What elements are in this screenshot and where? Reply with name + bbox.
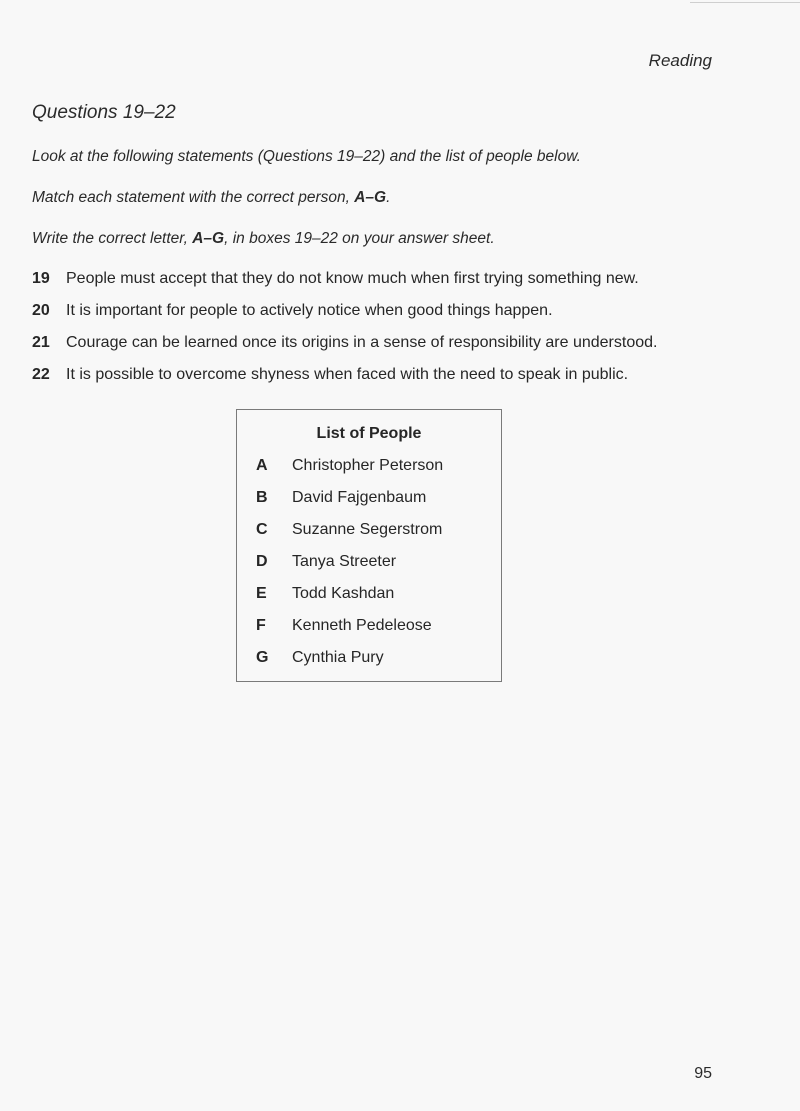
list-of-people-box — [236, 409, 502, 682]
instruction-bold-text: A–G — [354, 189, 387, 206]
question-item — [32, 366, 752, 398]
instruction-text: , in boxes 19–22 on your answer sheet. — [224, 230, 495, 247]
person-letter: C — [256, 521, 268, 538]
question-text: Courage can be learned once its origins in a sense of responsibility are understood. — [66, 334, 658, 351]
question-number: 19 — [32, 270, 50, 287]
people-list — [256, 457, 443, 681]
section-title: Questions 19–22 — [32, 102, 176, 123]
person-row — [256, 649, 443, 681]
page-number: 95 — [694, 1065, 712, 1082]
person-name: Cynthia Pury — [292, 649, 384, 666]
person-row — [256, 553, 443, 585]
person-name: Tanya Streeter — [292, 553, 397, 570]
instruction-bold-text: A–G — [192, 230, 225, 247]
question-text: It is important for people to actively notice when good things happen. — [66, 302, 553, 319]
question-list — [32, 270, 752, 398]
question-number: 21 — [32, 334, 50, 351]
person-name: Kenneth Pedeleose — [292, 617, 432, 634]
question-text: It is possible to overcome shyness when faced with the need to speak in public. — [66, 366, 629, 383]
person-name: Christopher Peterson — [292, 457, 444, 474]
instruction-line-3 — [32, 230, 495, 248]
question-item — [32, 270, 752, 302]
instruction-text: Write the correct letter, — [32, 230, 193, 247]
person-name: Suzanne Segerstrom — [292, 521, 443, 538]
person-letter: A — [256, 457, 268, 474]
person-name: David Fajgenbaum — [292, 489, 427, 506]
person-letter: E — [256, 585, 267, 602]
question-text: People must accept that they do not know much when first trying something new. — [66, 270, 639, 287]
instruction-text: Match each statement with the correct person, — [32, 189, 355, 206]
person-row — [256, 617, 443, 649]
person-letter: B — [256, 489, 268, 506]
list-of-people-title: List of People — [316, 425, 422, 442]
instruction-line-1 — [32, 148, 581, 166]
question-item — [32, 302, 752, 334]
question-number: 22 — [32, 366, 50, 383]
instruction-text: . — [386, 189, 391, 206]
question-number: 20 — [32, 302, 50, 319]
person-letter: G — [256, 649, 269, 666]
person-row — [256, 585, 443, 617]
instruction-line-2 — [32, 189, 390, 207]
person-row — [256, 521, 443, 553]
person-row — [256, 489, 443, 521]
person-letter: F — [256, 617, 266, 634]
person-letter: D — [256, 553, 268, 570]
top-edge-line — [690, 2, 800, 3]
person-row — [256, 457, 443, 489]
question-item — [32, 334, 752, 366]
instruction-text: Look at the following statements (Questions 19–22) and the list of people below. — [32, 148, 581, 165]
person-name: Todd Kashdan — [292, 585, 395, 602]
running-head: Reading — [648, 51, 712, 70]
